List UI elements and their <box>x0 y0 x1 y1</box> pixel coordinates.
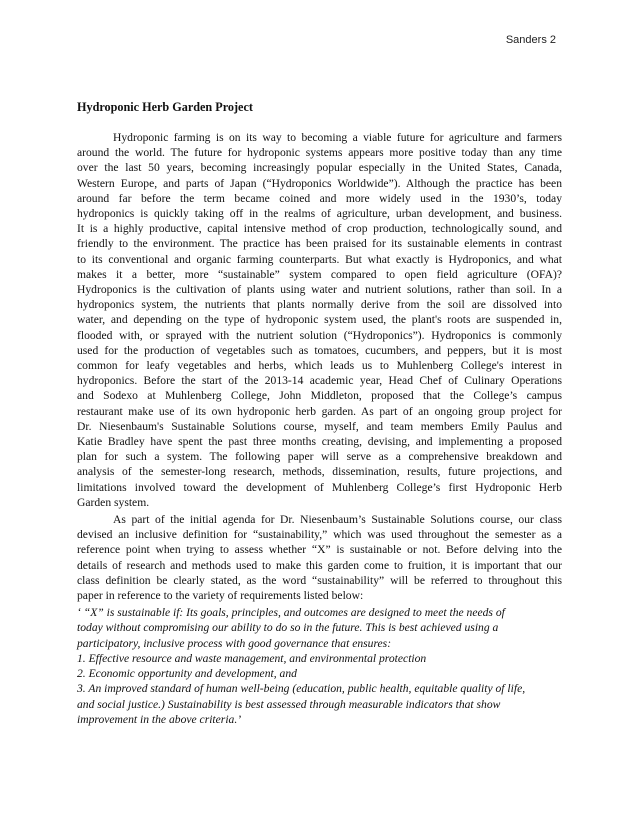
quote-line: participatory, inclusive process with good governance that ensures: <box>77 636 392 650</box>
paragraph-line: used for the production of vegetables such as tomatoes, cucumbers, and peppers, but it is most <box>77 343 562 357</box>
paragraph-line: hydroponics is quickly taking off in the realms of agriculture, urban development, and business. <box>77 207 562 221</box>
paragraph-line: flooded with, or sprayed with the nutrient solution (“Hydroponics”). Hydroponics is commonly <box>77 328 562 342</box>
paragraph-line: and Sodexo at Muhlenberg College, John Middleton, proposed that the College’s campus <box>77 389 562 403</box>
page-header: Sanders 2 <box>505 34 556 46</box>
paragraph-line: Garden system. <box>77 495 150 509</box>
paragraph-line: makes it a better, more “sustainable” system compared to open field agriculture (OFA)? <box>77 267 562 281</box>
paragraph-line: devised an inclusive definition for “sustainability,” which was used throughout the semester as a <box>77 528 562 542</box>
quote-line: and social justice.) Sustainability is best assessed through measurable indicators that show <box>77 697 501 711</box>
paragraph-line: Western Europe, and parts of Japan (“Hydroponics Worldwide”). Although the practice has been <box>77 176 562 190</box>
paragraph-line: to its conventional and organic farming counterparts. But what exactly is Hydroponics, and what <box>77 252 562 266</box>
paragraph-line: plan for such a system. The following paper will serve as a comprehensive breakdown and <box>77 450 562 464</box>
paragraph-intro <box>77 130 562 510</box>
quote-line: ‘ “X” is sustainable if: Its goals, principles, and outcomes are designed to meet the needs of <box>77 606 505 619</box>
paragraph-line: analysis of the semester-long research, methods, dissemination, results, future projections, and <box>77 465 562 479</box>
paragraph-line: Hydroponics is the cultivation of plants using water and nutrient solutions, rather than soil. In a <box>77 283 562 297</box>
quote-line: 3. An improved standard of human well-being (education, public health, equitable quality of life, <box>77 682 526 696</box>
paragraph-line: It is a highly productive, capital intensive method of crop production, technologically sound, and <box>77 222 562 236</box>
paragraph-line: around the world. The future for hydroponic systems appears more positive today than any time <box>77 146 562 160</box>
paragraph-line: common for leafy vegetables and herbs, which leads us to Muhlenberg College's interest in <box>77 359 562 373</box>
paragraph-line: hydroponics system, the nutrients that plants normally derive from the soil are dissolved into <box>77 298 562 312</box>
paragraph-line: paper in reference to the variety of requirements listed below: <box>77 589 364 603</box>
paragraph-line: over the last 50 years, becoming increasingly popular especially in the United States, Canada, <box>77 161 562 175</box>
paragraph-line: reference point when trying to assess whether “X” is sustainable or not. Before delving into the <box>77 543 562 557</box>
paragraph-line: class definition be clearly stated, as the word “sustainability” will be referred to throughout this <box>77 573 562 587</box>
paragraph-line: Hydroponic farming is on its way to becoming a viable future for agriculture and farmers <box>113 131 562 144</box>
paragraph-line: around far before the term became coined and more widely used in the 1930’s, today <box>77 191 562 205</box>
paragraph-line: restaurant make use of its own hydroponic herb garden. As part of an ongoing group project for <box>77 404 562 418</box>
sustainability-definition-quote <box>77 605 562 727</box>
paragraph-definition <box>77 512 562 603</box>
paragraph-line: details of research and methods used to make this garden come to fruition, it is important that our <box>77 558 562 572</box>
quote-line: improvement in the above criteria.’ <box>77 713 242 727</box>
quote-line: 2. Economic opportunity and development, and <box>77 667 297 681</box>
paragraph-line: hydroponics. Before the start of the 2013-14 academic year, Head Chef of Culinary Operations <box>77 374 562 388</box>
paragraph-line: Dr. Niesenbaum's Sustainable Solutions course, myself, and team members Emily Paulus and <box>77 419 562 433</box>
paragraph-line: friendly to the environment. The practice has been praised for its sustainable elements in contrast <box>77 237 562 251</box>
paragraph-line: Katie Bradley have spent the past three months creating, devising, and implementing a proposed <box>77 435 562 449</box>
quote-line: 1. Effective resource and waste management, and environmental protection <box>77 651 427 665</box>
paragraph-line: limitations involved toward the development of Muhlenberg College’s first Hydroponic Herb <box>77 480 562 494</box>
paragraph-line: As part of the initial agenda for Dr. Niesenbaum’s Sustainable Solutions course, our class <box>113 513 562 526</box>
paragraph-line: water, and depending on the type of hydroponic system used, the plant's roots are suspended in, <box>77 313 562 327</box>
quote-line: today without compromising our ability to do so in the future. This is best achieved using a <box>77 621 499 635</box>
document-title: Hydroponic Herb Garden Project <box>77 100 253 114</box>
